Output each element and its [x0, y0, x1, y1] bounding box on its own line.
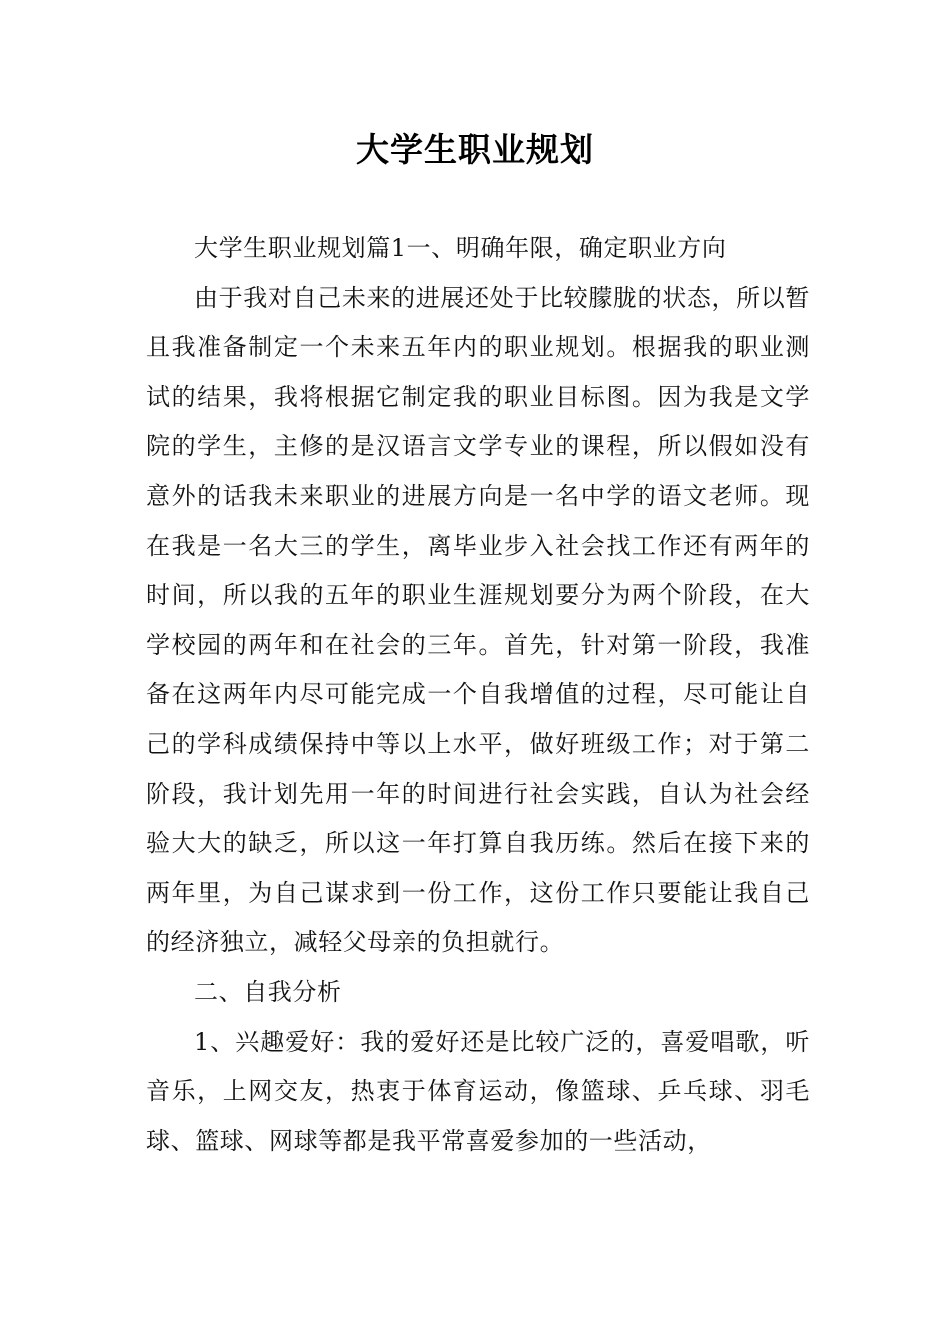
paragraph-interests: 1、兴趣爱好：我的爱好还是比较广泛的，喜爱唱歌，听音乐，上网交友，热衷于体育运动，像篮球、乒乓球、羽毛球、篮球、网球等都是我平常喜爱参加的一些活动，: [146, 1027, 810, 1155]
paragraph-section-one-heading: 大学生职业规划篇1一、明确年限，确定职业方向: [194, 234, 727, 262]
document-body: [146, 224, 810, 1166]
paragraph-career-plan: 由于我对自己未来的进展还处于比较朦胧的状态，所以暂且我准备制定一个未来五年内的职业规划。根据我的职业测试的结果，我将根据它制定我的职业目标图。因为我是文学院的学生，主修的是汉语言文学专业的课程，所以假如没有意外的话我未来职业的进展方向是一名中学的语文老师。现在我是一名大三的学生，离毕业步入社会找工作还有两年的时间，所以我的五年的职业生涯规划要分为两个阶段，在大学校园的两年和在社会的三年。首先，针对第一阶段，我准备在这两年内尽可能完成一个自我增值的过程，尽可能让自己的学科成绩保持中等以上水平，做好班级工作；对于第二阶段，我计划先用一年的时间进行社会实践，自认为社会经验大大的缺乏，所以这一年打算自我历练。然后在接下来的两年里，为自己谋求到一份工作，这份工作只要能让我自己的经济独立，减轻父母亲的负担就行。: [146, 283, 810, 957]
document-title: 大学生职业规划: [356, 130, 594, 169]
paragraph-section-two-heading: 二、自我分析: [194, 977, 342, 1006]
